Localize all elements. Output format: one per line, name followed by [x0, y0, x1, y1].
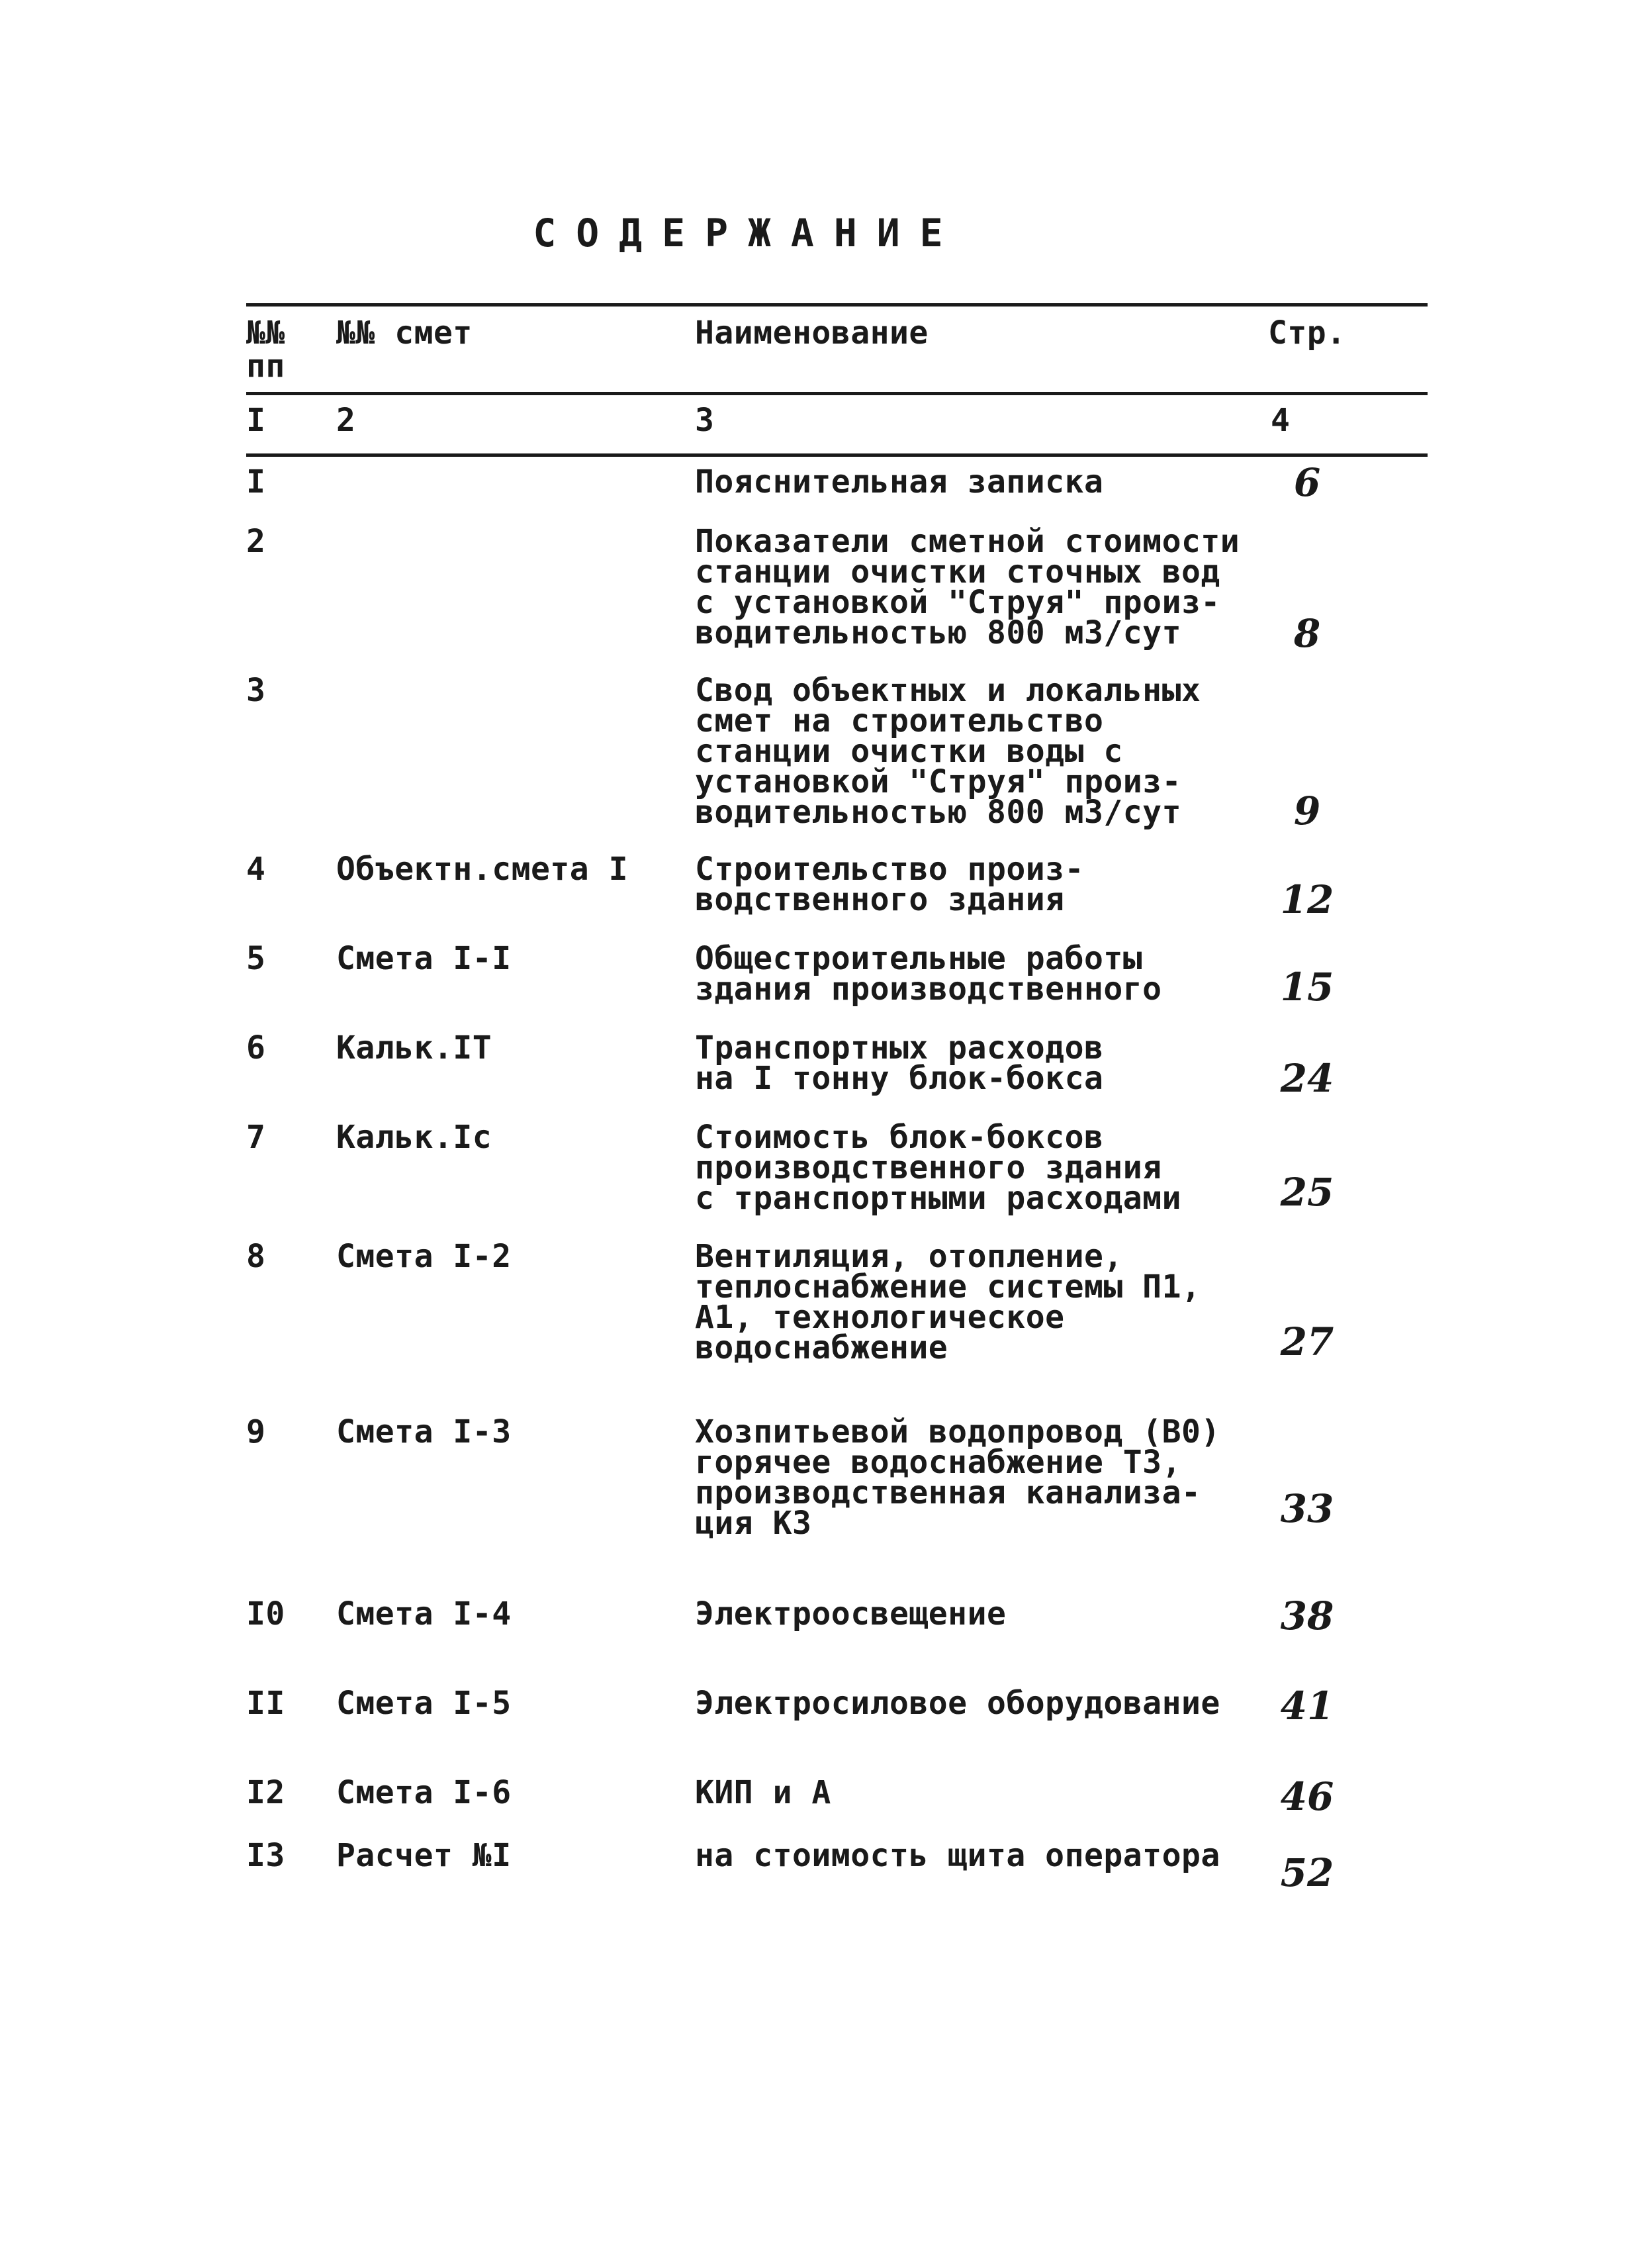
row-num: 2: [246, 523, 266, 560]
row-name: Показатели сметной стоимости станции очистки сточных вод с установкой "Струя" произ- водительностью 800 м3/сут: [695, 523, 1240, 651]
row-name: КИП и А: [695, 1774, 831, 1811]
row-estimate: Смета I-I: [336, 940, 512, 977]
column-number-2: 2: [336, 402, 356, 439]
row-name: Общестроительные работы здания производственного: [695, 940, 1162, 1008]
header-num: №№ пп: [246, 314, 285, 385]
row-estimate: Смета I-6: [336, 1774, 512, 1811]
row-page: 25: [1280, 1170, 1334, 1215]
row-num: 8: [246, 1238, 266, 1275]
table-top-rule: [246, 303, 1428, 307]
row-estimate: Смета I-4: [336, 1595, 512, 1632]
row-num: 7: [246, 1119, 266, 1156]
row-name: Электроосвещение: [695, 1595, 1007, 1632]
header-estimate: №№ смет: [336, 314, 473, 352]
row-page: 46: [1280, 1774, 1334, 1819]
row-name: на стоимость щита оператора: [695, 1837, 1220, 1874]
row-num: I3: [246, 1837, 285, 1874]
row-page: 41: [1280, 1683, 1334, 1728]
column-number-4: 4: [1271, 402, 1291, 439]
column-number-1: I: [246, 402, 266, 439]
row-num: II: [246, 1685, 285, 1722]
row-name: Свод объектных и локальных смет на строительство станции очистки воды с установкой "Струя" произ- водительностью 800 м3/сут: [695, 672, 1201, 831]
row-page: 15: [1280, 965, 1334, 1010]
row-num: I2: [246, 1774, 285, 1811]
row-name: Вентиляция, отопление, теплоснабжение системы П1, А1, технологическое водоснабжение: [695, 1238, 1201, 1366]
header-rule: [246, 392, 1428, 395]
row-page: 38: [1280, 1593, 1334, 1638]
row-num: 4: [246, 851, 266, 888]
row-estimate: Расчет №I: [336, 1837, 512, 1874]
row-page: 9: [1293, 788, 1321, 833]
row-name: Транспортных расходов на I тонну блок-бокса: [695, 1029, 1104, 1097]
column-number-3: 3: [695, 402, 715, 439]
row-page: 24: [1280, 1056, 1334, 1101]
row-page: 52: [1280, 1850, 1334, 1895]
row-num: 3: [246, 672, 266, 709]
row-page: 12: [1280, 877, 1334, 922]
row-num: 9: [246, 1413, 266, 1450]
row-estimate: Кальк.IТ: [336, 1029, 492, 1066]
row-page: 27: [1280, 1319, 1334, 1364]
row-name: Стоимость блок-боксов производственного здания с транспортными расходами: [695, 1119, 1181, 1217]
header-name: Наименование: [695, 314, 929, 352]
row-page: 33: [1280, 1486, 1334, 1531]
row-name: Хозпитьевой водопровод (В0) горячее водоснабжение Т3, производственная канализа- ция К3: [695, 1413, 1220, 1542]
header-page: Стр.: [1268, 314, 1346, 352]
row-estimate: Смета I-2: [336, 1238, 512, 1275]
row-num: I0: [246, 1595, 285, 1632]
row-estimate: Смета I-5: [336, 1685, 512, 1722]
row-page: 8: [1293, 611, 1321, 656]
row-estimate: Кальк.Iс: [336, 1119, 492, 1156]
row-num: I: [246, 463, 266, 500]
row-num: 5: [246, 940, 266, 977]
column-numbers-rule: [246, 453, 1428, 457]
row-estimate: Объектн.смета I: [336, 851, 628, 888]
row-name: Электросиловое оборудование: [695, 1685, 1220, 1722]
page-title: СОДЕРЖАНИЕ: [533, 211, 963, 256]
row-estimate: Смета I-3: [336, 1413, 512, 1450]
row-name: Пояснительная записка: [695, 463, 1104, 500]
row-name: Строительство произ- водственного здания: [695, 851, 1084, 918]
row-num: 6: [246, 1029, 266, 1066]
row-page: 6: [1293, 460, 1321, 505]
